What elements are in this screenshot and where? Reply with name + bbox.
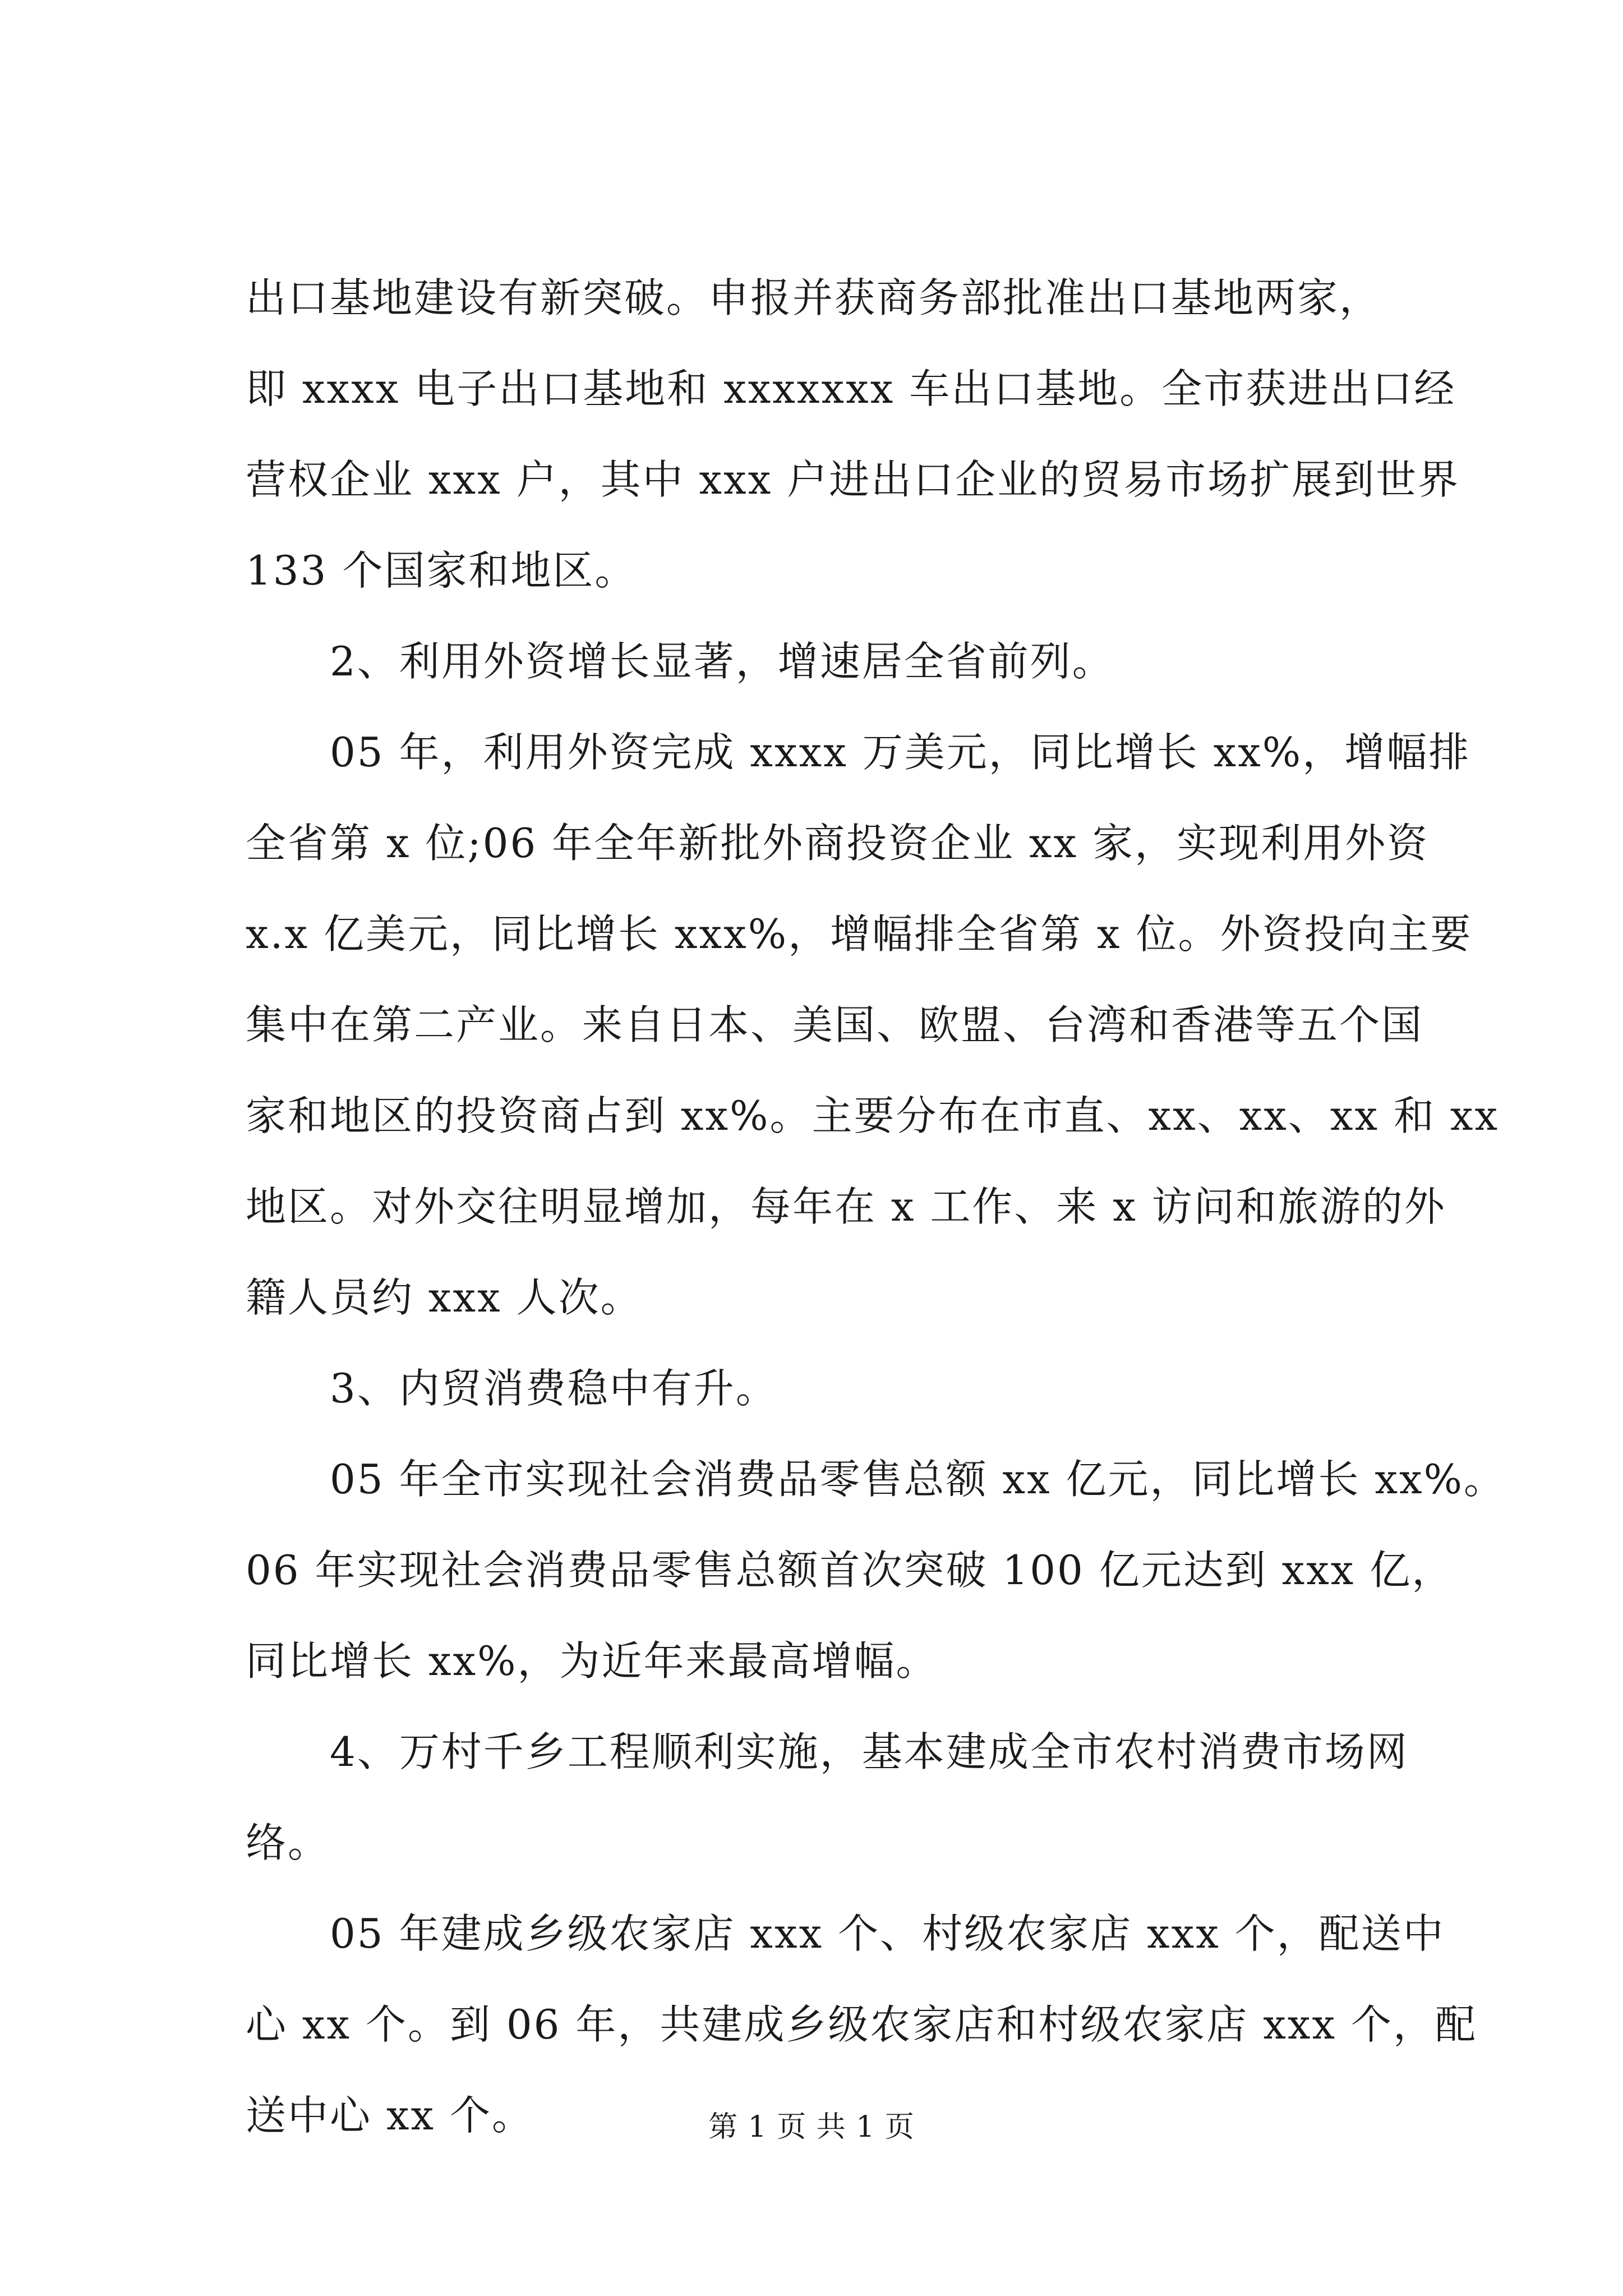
section-heading: 3、内贸消费稳中有升。	[330, 1365, 778, 1412]
text-line: 133 个国家和地区。	[246, 547, 637, 594]
text-line: 05 年建成乡级农家店 xxx 个、村级农家店 xxx 个，配送中	[330, 1910, 1445, 1957]
text-line: 05 年全市实现社会消费品零售总额 xx 亿元，同比增长 xx%。	[330, 1456, 1506, 1503]
page-footer: 第 1 页 共 1 页	[708, 2110, 915, 2144]
section-heading: 2、利用外资增长显著，增速居全省前列。	[330, 638, 1114, 685]
text-line: 出口基地建设有新突破。申报并获商务部批准出口基地两家，	[246, 274, 1382, 321]
text-line: 全省第 x 位;06 年全年新批外商投资企业 xx 家，实现利用外资	[246, 820, 1430, 867]
text-line: 06 年实现社会消费品零售总额首次突破 100 亿元达到 xxx 亿，	[246, 1547, 1454, 1594]
text-line: 地区。对外交往明显增加，每年在 x 工作、来 x 访问和旅游的外	[246, 1183, 1446, 1230]
text-line: 籍人员约 xxx 人次。	[246, 1274, 643, 1321]
text-line: 络。	[246, 1819, 330, 1866]
document-body	[246, 252, 1506, 2161]
text-line: 心 xx 个。到 06 年，共建成乡级农家店和村级农家店 xxx 个，配	[246, 2001, 1477, 2048]
text-line: 营权企业 xxx 户，其中 xxx 户进出口企业的贸易市场扩展到世界	[246, 456, 1460, 503]
text-line: 同比增长 xx%，为近年来最高增幅。	[246, 1637, 938, 1685]
text-line: 集中在第二产业。来自日本、美国、欧盟、台湾和香港等五个国	[246, 1001, 1424, 1048]
section-heading: 4、万村千乡工程顺利实施，基本建成全市农村消费市场网	[330, 1728, 1409, 1775]
text-line: 送中心 xx 个。	[246, 2092, 534, 2139]
text-line: x.x 亿美元，同比增长 xxx%，增幅排全省第 x 位。外资投向主要	[246, 910, 1473, 958]
text-line: 即 xxxx 电子出口基地和 xxxxxxx 车出口基地。全市获进出口经	[246, 365, 1456, 412]
text-line: 05 年，利用外资完成 xxxx 万美元，同比增长 xx%，增幅排	[330, 729, 1471, 776]
text-line: 家和地区的投资商占到 xx%。主要分布在市直、xx、xx、xx 和 xx	[246, 1092, 1500, 1139]
